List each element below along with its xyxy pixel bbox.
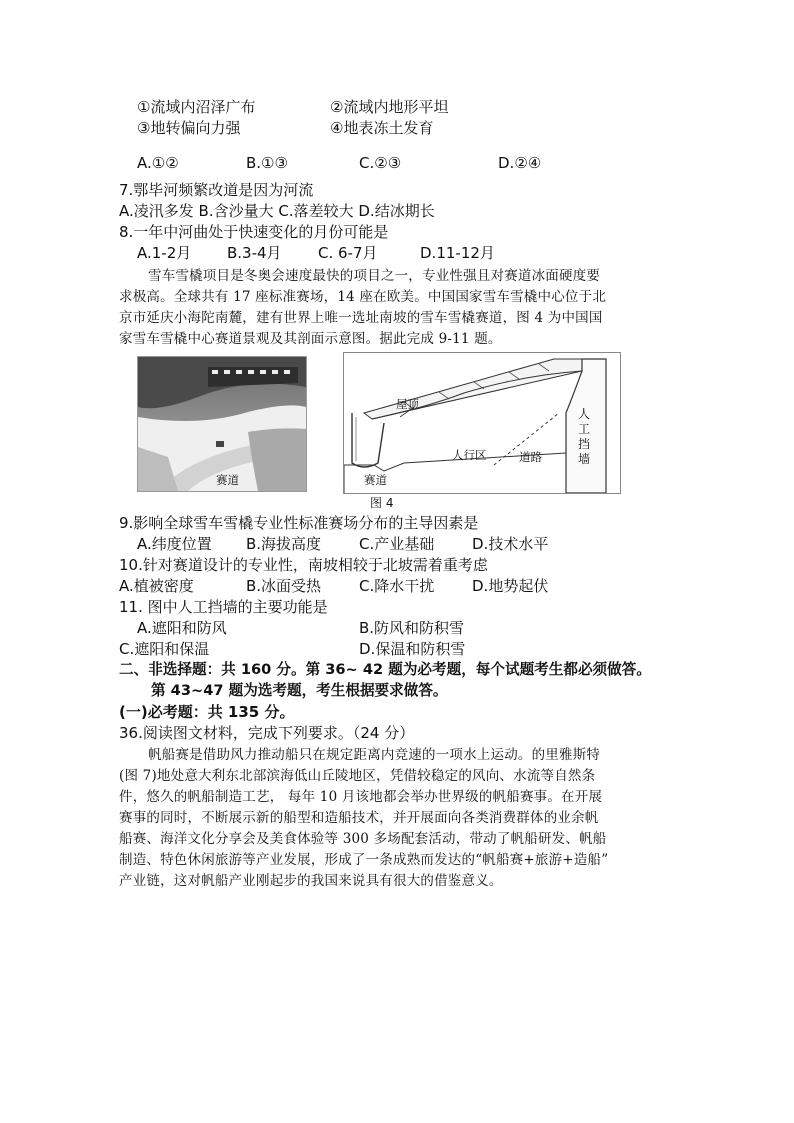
q36-passage-line-7: 产业链，这对帆船产业刚起步的我国来说具有很大的借鉴意义。 [119,873,503,889]
q9-option-a: A.纬度位置 [137,535,212,553]
q6-statement-3: ③地转偏向力强 [137,119,241,137]
wall-label-char-1: 人 [578,407,591,421]
q10-option-d: D.地势起伏 [472,577,549,595]
q6-option-c: C.②③ [359,154,402,172]
q36-passage-line-6: 制造、特色休闲旅游等产业发展，形成了一条成熟而发达的“帆船赛+旅游+造船” [119,852,609,868]
wall-label-char-2: 工 [578,422,591,436]
q7-options: A.凌汛多发 B.含沙量大 C.落差较大 D.结冰期长 [119,202,435,220]
q36-passage-line-3: 件，悠久的帆船制造工艺， 每年 10 月该地都会举办世界级的帆船赛事。在开展 [119,789,603,805]
q9-option-b: B.海拔高度 [246,535,322,553]
q10-stem: 10.针对赛道设计的专业性，南坡相较于北坡需着重考虑 [119,556,488,574]
wall-label-char-3: 挡 [578,437,591,451]
q9-stem: 9.影响全球雪车雪橇专业性标准赛场分布的主导因素是 [119,514,479,532]
section2-required-heading: (一)必考题：共 135 分。 [119,703,295,721]
q36-passage-line-2: (图 7)地处意大利东北部滨海低山丘陵地区，凭借较稳定的风向、水流等自然条 [119,768,596,784]
q11-option-b: B.防风和防积雪 [359,619,465,637]
track-photo-illustration [138,357,306,491]
q8-option-a: A.1-2月 [137,244,192,262]
diagram-road-label: 道路 [519,450,542,464]
q9-option-c: C.产业基础 [359,535,435,553]
diagram-walkway-label: 人行区 [452,448,487,462]
q36-passage-line-1: 帆船赛是借助风力推动船只在规定距离内竞速的一项水上运动。的里雅斯特 [148,747,601,763]
q11-option-a: A.遮阳和防风 [137,619,227,637]
q7-stem: 7.鄂毕河频繁改道是因为河流 [119,181,314,199]
q11-stem: 11. 图中人工挡墙的主要功能是 [119,598,328,616]
wall-label-char-4: 墙 [578,452,591,466]
passage1-line-4: 家雪车雪橇中心赛道景观及其剖面示意图。据此完成 9-11 题。 [119,331,502,347]
track-photo [137,356,307,492]
section2-heading-line-1: 二、非选择题：共 160 分。第 36~ 42 题为必考题，每个试题考生都必须做答。 [119,661,651,678]
q36-passage-line-4: 赛事的同时，不断展示新的船型和造船技术，并开展面向各类消费群体的业余帆 [119,810,599,826]
q6-option-d: D.②④ [498,154,542,172]
passage1-line-3: 京市延庆小海陀南麓，建有世界上唯一选址南坡的雪车雪橇赛道，图 4 为中国国 [119,310,603,326]
q36-passage-line-5: 船赛、海洋文化分享会及美食体验等 300 多场配套活动，带动了帆船研发、帆船 [119,831,607,847]
diagram-roof-label: 屋顶 [396,397,419,411]
q9-option-d: D.技术水平 [472,535,549,553]
q36-stem: 36.阅读图文材料，完成下列要求。（24 分） [119,724,415,742]
track-cross-section-diagram [343,352,621,494]
q8-stem: 8.一年中河曲处于快速变化的月份可能是 [119,223,389,241]
q11-option-c: C.遮阳和保温 [119,640,210,658]
q6-option-b: B.①③ [246,154,288,172]
photo-track-label: 赛道 [216,473,239,487]
q10-option-c: C.降水干扰 [359,577,435,595]
q6-option-a: A.①② [137,154,179,172]
q10-option-a: A.植被密度 [119,577,194,595]
passage1-line-1: 雪车雪橇项目是冬奥会速度最快的项目之一，专业性强且对赛道冰面硬度要 [148,268,601,284]
q6-statement-4: ④地表冻土发育 [330,119,434,137]
q6-statement-1: ①流域内沼泽广布 [137,98,256,116]
diagram-track-label: 赛道 [364,473,387,487]
section2-heading-line-2: 第 43~47 题为选考题，考生根据要求做答。 [151,682,448,699]
q8-option-b: B.3-4月 [227,244,282,262]
passage1-line-2: 求极高。全球共有 17 座标准赛场，14 座在欧美。中国国家雪车雪橇中心位于北 [119,289,607,305]
q10-option-b: B.冰面受热 [246,577,322,595]
q6-statement-2: ②流域内地形平坦 [330,98,449,116]
q8-option-d: D.11-12月 [420,244,495,262]
q11-option-d: D.保温和防积雪 [359,640,466,658]
diagram-wall-label [578,407,590,467]
figure-4-caption: 图 4 [370,496,394,510]
q8-option-c: C. 6-7月 [318,244,378,262]
